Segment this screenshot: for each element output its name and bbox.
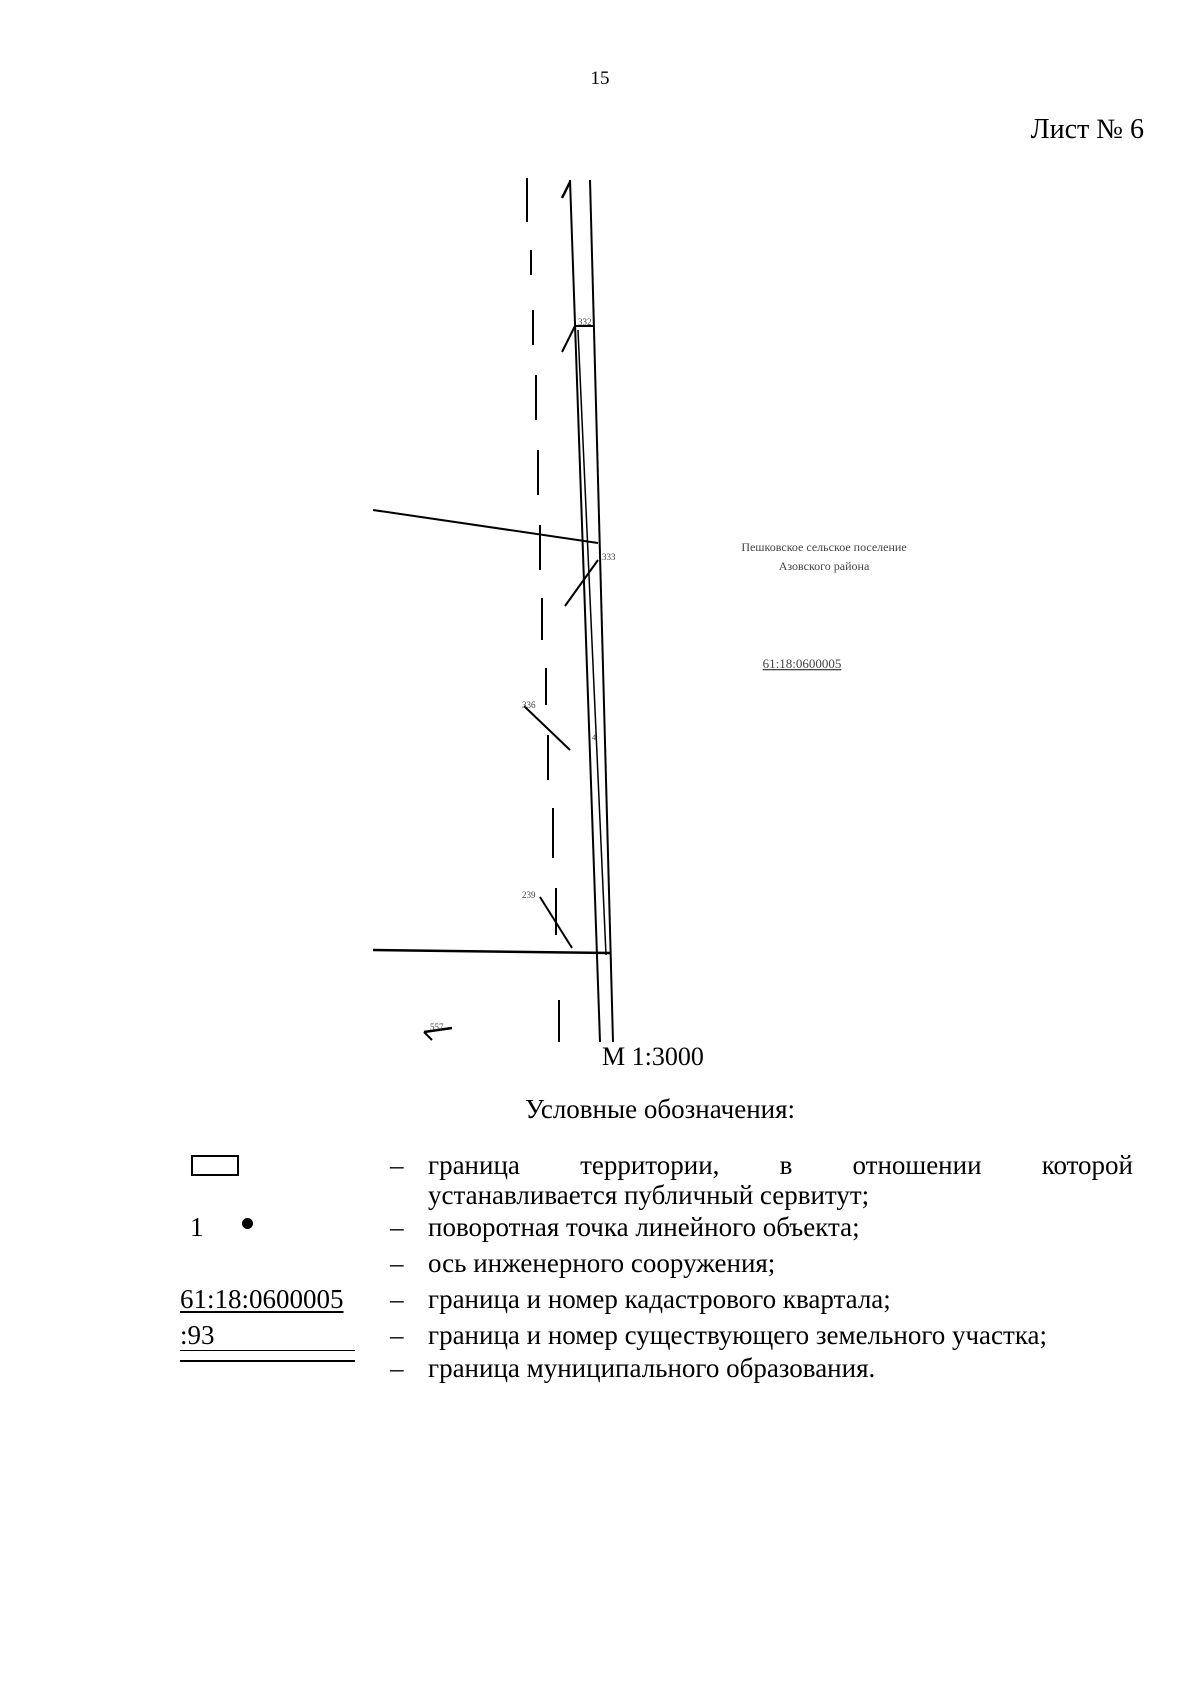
municipal-boundary-symbol [180, 1360, 355, 1362]
servitude-boundary-symbol [191, 1155, 239, 1176]
point-label-557: 557 [430, 1022, 444, 1032]
legend-text-continuation: устанавливается публичный сервитут; [428, 1180, 870, 1210]
territory-caption-line2: Азовского района [778, 559, 870, 573]
leader-333 [565, 560, 598, 606]
legend-dash: – [390, 1248, 404, 1278]
point-label-333: 333 [602, 552, 616, 562]
sheet-label: Лист № 6 [1030, 114, 1144, 145]
legend-title: Условные обозначения: [524, 1094, 796, 1124]
legend-text: ось инженерного сооружения; [428, 1248, 776, 1278]
legend-dash: – [390, 1353, 404, 1383]
legend-dash: – [390, 1212, 404, 1242]
legend-text: граница территории, в отношении которой [428, 1150, 1133, 1180]
axis-top-hook [562, 182, 570, 198]
legend-text: граница и номер кадастрового квартала; [428, 1284, 891, 1314]
parcel-boundary-lower [373, 950, 610, 953]
turning-point-number-symbol: 1 [190, 1212, 204, 1242]
legend-dash: – [390, 1150, 404, 1180]
legend-text: поворотная точка линейного объекта; [428, 1212, 860, 1242]
page-number: 15 [590, 68, 610, 89]
point-label-239: 239 [522, 890, 536, 900]
point-label-332: 332 [578, 317, 592, 327]
parcel-number-symbol: :93 [180, 1320, 355, 1351]
municipal-boundary-line [527, 178, 559, 1042]
legend-text: граница муниципального образования. [428, 1353, 876, 1383]
point-label-4: 4 [592, 733, 596, 742]
quarter-number-symbol: 61:18:0600005 [180, 1284, 344, 1314]
territory-caption-line1: Пешковское сельское поселение [741, 540, 907, 554]
map-scale: М 1:3000 [602, 1042, 704, 1071]
legend-text: граница и номер существующего земельного участка; [428, 1320, 1048, 1350]
quarter-boundary-left [570, 180, 600, 1042]
legend-dash: – [390, 1320, 404, 1350]
legend-dash: – [390, 1284, 404, 1314]
leader-557-tick [424, 1032, 432, 1040]
quarter-label: 61:18:0600005 [762, 656, 842, 671]
turning-point-dot-icon [242, 1218, 253, 1229]
point-label-336: 336 [522, 700, 536, 710]
parcel-boundary-upper [373, 510, 598, 543]
quarter-boundary-right [590, 180, 613, 1042]
